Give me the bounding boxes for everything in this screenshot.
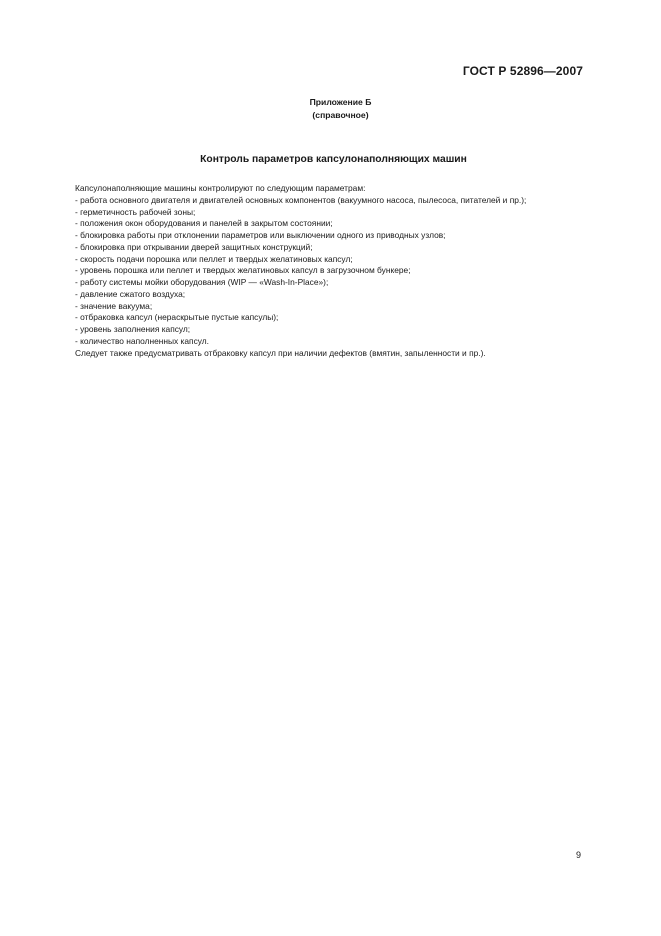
list-item: - значение вакуума; [75, 300, 153, 311]
intro-paragraph: Капсулонаполняющие машины контролируют по следующим параметрам: [75, 183, 366, 193]
list-item: - уровень порошка или пеллет и твердых желатиновых капсул в загрузочном бункере; [75, 265, 411, 276]
appendix-subtitle: (справочное) [312, 110, 369, 120]
list-item: - работу системы мойки оборудования (WIP — «Wash-In-Place»); [75, 277, 329, 287]
list-item: - положения окон оборудования и панелей в закрытом состоянии; [75, 218, 333, 229]
list-item: - блокировка работы при отклонении параметров или выключении одного из приводных узлов; [75, 230, 446, 240]
list-item: - герметичность рабочей зоны; [75, 206, 196, 217]
appendix-title: Приложение Б [309, 97, 372, 107]
appendix-heading [0, 96, 661, 122]
body-text [48, 183, 588, 359]
list-item: - отбраковка капсул (нераскрытые пустые капсулы); [75, 312, 279, 323]
section-title: Контроль параметров капсулонаполняющих машин [200, 154, 467, 165]
list-item: - блокировка при открывании дверей защитных конструкций; [75, 241, 313, 252]
list-item: - скорость подачи порошка или пеллет и твердых желатиновых капсул; [75, 253, 353, 264]
list-item: - количество наполненных капсул. [75, 335, 209, 346]
page-number: 9 [575, 850, 581, 860]
conclusion-paragraph: Следует также предусматривать отбраковку капсул при наличии дефектов (вмятин, запыленности и пр.). [75, 347, 486, 358]
list-item: - давление сжатого воздуха; [75, 288, 186, 299]
list-item: - уровень заполнения капсул; [75, 324, 191, 334]
list-item: - работа основного двигателя и двигателей основных компонентов (вакуумного насоса, пылесоса, питателей и пр.); [75, 194, 527, 205]
standard-code: ГОСТ Р 52896—2007 [462, 64, 583, 78]
